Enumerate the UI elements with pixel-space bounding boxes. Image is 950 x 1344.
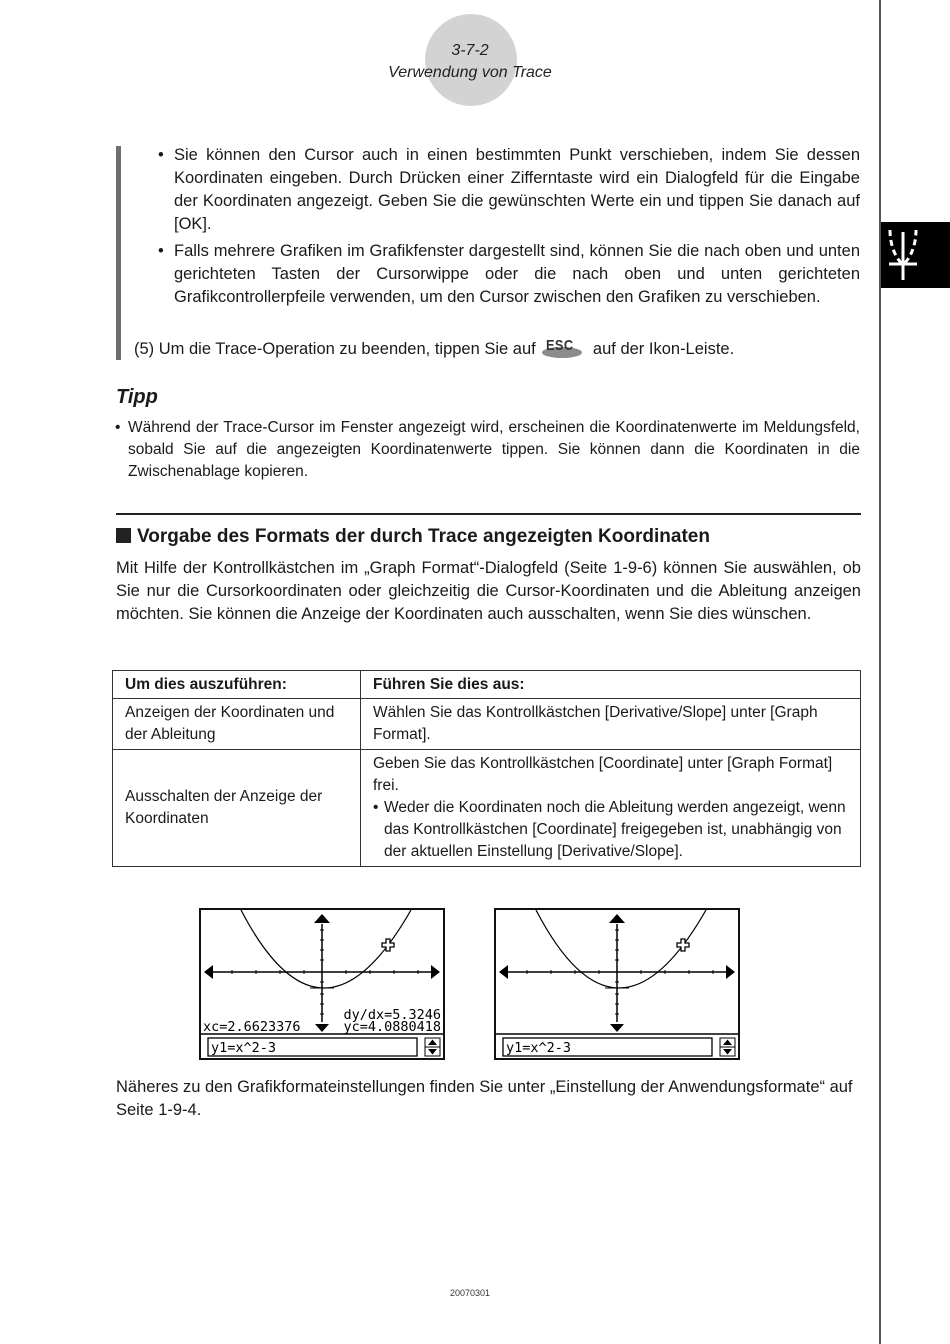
bullet-item (160, 144, 860, 236)
tip-bullet (115, 417, 860, 483)
step-5-suffix: auf der Ikon-Leiste. (592, 340, 735, 358)
tip-text: Während der Trace-Cursor im Fenster angezeigt wird, erscheinen die Koordinatenwerte im Meldungsfeld, sobald Sie auf die angezeigten Koordinatenwerte tippen. Sie können dann die Koordinaten in die Zwischenablage kopieren. (128, 419, 860, 480)
section-heading-text: Vorgabe des Formats der durch Trace angezeigten Koordinaten (137, 526, 710, 547)
chapter-tab (881, 222, 950, 288)
scroll-up-arrow-icon (314, 914, 330, 923)
graph-plot (496, 910, 738, 1058)
instruction-note-text: Weder die Koordinaten noch die Ableitung werden angezeigt, wenn das Kontrollkästchen [Coordinate] freigegeben ist, unabhängig von der aktuellen Einstellung [Derivative/Slope]. (384, 799, 846, 860)
step-5 (134, 337, 734, 361)
calculator-screen-derivative (199, 908, 445, 1060)
bullet-marker: • (115, 419, 121, 436)
trace-cursor-icon (677, 939, 689, 951)
table-cell-instruction (361, 750, 861, 867)
instruction-text: Geben Sie das Kontrollkästchen [Coordinate] unter [Graph Format] frei. (373, 755, 833, 794)
scroll-left-arrow-icon (499, 965, 508, 979)
section-divider (116, 513, 861, 515)
scroll-right-arrow-icon (431, 965, 440, 979)
scroll-down-arrow-icon (315, 1024, 329, 1032)
graph-plot (201, 910, 443, 1058)
square-bullet-icon (116, 528, 131, 543)
bullet-marker: • (158, 242, 164, 260)
scroll-up-arrow-icon (609, 914, 625, 923)
calculator-screen-no-coordinates (494, 908, 740, 1060)
table-row (113, 750, 861, 867)
bullet-marker: • (158, 146, 164, 164)
bullet-text: Sie können den Cursor auch in einen bestimmten Punkt verschieben, indem Sie dessen Koordinaten eingeben. Durch Drücken einer Zifferntaste wird ein Dialogfeld für die Eingabe der Koordinaten angezeigt. Geben Sie die gewünschten Werte ein und tippen Sie danach auf [OK]. (174, 146, 860, 233)
function-field-text: y1=x^2-3 (506, 1040, 572, 1056)
table-cell-action: Anzeigen der Koordinaten und der Ableitung (113, 699, 361, 750)
xc-readout: xc=2.6623376 (203, 1019, 301, 1035)
scroll-right-arrow-icon (726, 965, 735, 979)
scroll-down-arrow-icon (610, 1024, 624, 1032)
table-header: Um dies auszuführen: (113, 671, 361, 699)
table-header-row (113, 671, 861, 699)
trace-cursor-icon (382, 939, 394, 951)
esc-key-icon (542, 337, 582, 357)
section-intro: Mit Hilfe der Kontrollkästchen im „Graph Format“-Dialogfeld (Seite 1-9-6) können Sie auswählen, ob Sie nur die Cursorkoordinaten oder gleichzeitig die Cursor-Koordinaten und die Ableitung anzeigen möchten. Sie können die Anzeige der Koordinaten auch ausschalten, wenn Sie dies wünschen. (116, 559, 861, 623)
document-code: 20070301 (449, 1288, 491, 1298)
scroll-left-arrow-icon (204, 965, 213, 979)
esc-key-label: ESC (546, 337, 574, 354)
header-badge (425, 14, 517, 106)
bullet-text: Falls mehrere Grafiken im Grafikfenster dargestellt sind, können Sie die nach oben und unten gerichteten Tasten der Cursorwippe oder die nach oben und unten gerichteten Grafikcontrollerpfeile verwenden, um den Cursor zwischen den Grafiken zu verschieben. (174, 242, 860, 306)
dydx-readout: dy/dx=5.3246 (343, 1007, 441, 1023)
section-heading (116, 526, 710, 548)
table-cell-instruction: Wählen Sie das Kontrollkästchen [Derivative/Slope] unter [Graph Format]. (361, 699, 861, 750)
bullet-marker: • (373, 799, 379, 816)
tip-heading: Tipp (116, 386, 158, 408)
table-header: Führen Sie dies aus: (361, 671, 861, 699)
instruction-note (373, 797, 849, 863)
step-5-prefix: (5) Um die Trace-Operation zu beenden, tippen Sie auf (134, 340, 536, 358)
page-number: 3-7-2 (451, 42, 489, 59)
function-field-text: y1=x^2-3 (211, 1040, 277, 1056)
graph-app-icon (881, 222, 950, 288)
format-table (112, 670, 861, 867)
procedure-bar (116, 146, 121, 360)
table-row (113, 699, 861, 750)
yc-readout: yc=4.0880418 (343, 1019, 441, 1035)
section-title: Verwendung von Trace (388, 64, 552, 81)
reference-note: Näheres zu den Grafikformateinstellungen finden Sie unter „Einstellung der Anwendungsformate“ auf Seite 1-9-4. (116, 1078, 853, 1119)
table-cell-action: Ausschalten der Anzeige der Koordinaten (113, 750, 361, 867)
bullet-item (160, 240, 860, 309)
margin-rule (879, 0, 881, 1344)
graph-select-stepper (720, 1038, 735, 1056)
graph-select-stepper (425, 1038, 440, 1056)
